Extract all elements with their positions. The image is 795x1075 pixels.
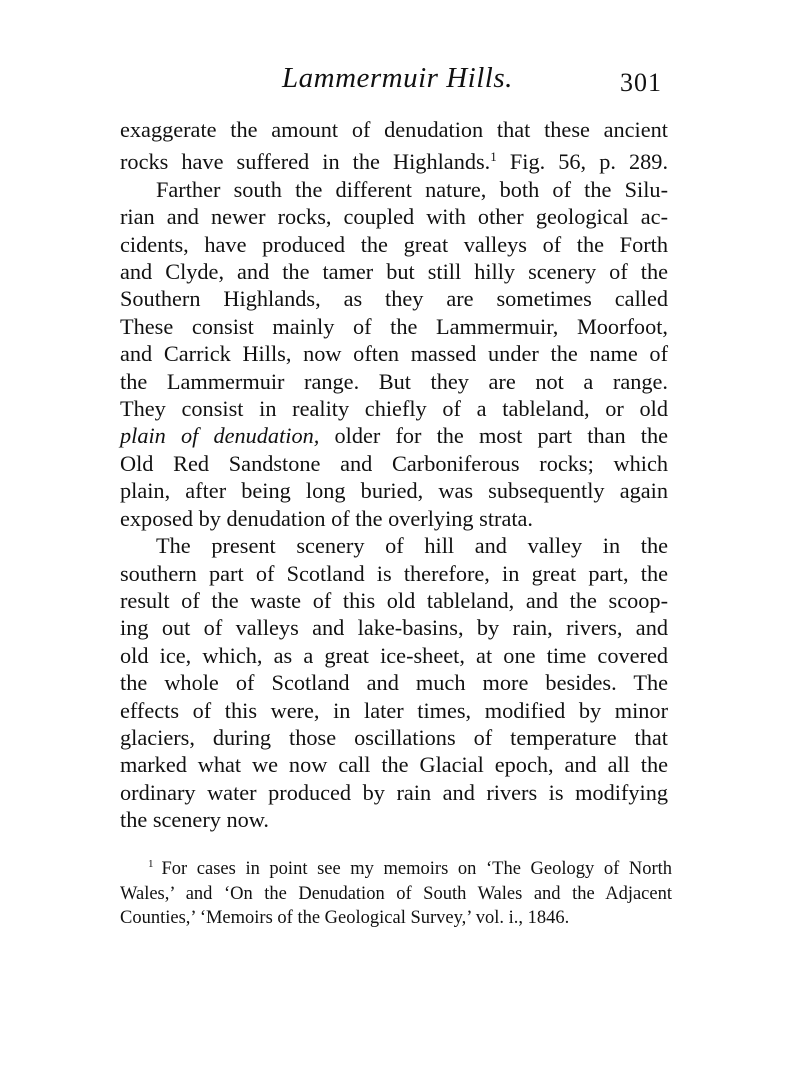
- text-line: southern part of Scotland is therefore, in great part, the: [120, 560, 668, 586]
- italic-term: plain of denudation,: [120, 423, 320, 449]
- text-line: They consist in reality chiefly of a tableland, or old: [120, 396, 668, 422]
- text-line: result of the waste of this old tableland, and the scoop-: [120, 587, 668, 613]
- text-line: These consist mainly of the Lammermuir, Moorfoot,: [120, 313, 668, 339]
- text-line: effects of this were, in later times, modified by minor: [120, 697, 668, 723]
- text-line: the Lammermuir range. But they are not a range.: [120, 368, 668, 394]
- footnote-reference: 1: [490, 149, 497, 165]
- paragraph-3: [120, 532, 668, 833]
- text-line: and Clyde, and the tamer but still hilly scenery of the: [120, 259, 668, 285]
- footnote-line: Wales,’ and ‘On the Denudation of South Wales and the Adjacent: [120, 883, 672, 904]
- text-line: plain, after being long buried, was subsequently again: [120, 478, 668, 504]
- text-line: ing out of valleys and lake-basins, by rain, rivers, and: [120, 615, 668, 641]
- footnote: [120, 852, 672, 931]
- text-line: Farther south the different nature, both of the Silu-: [156, 176, 668, 202]
- text-fragment: For cases in point see my memoirs on ‘The Geology of North: [161, 859, 672, 879]
- page-number: 301: [620, 68, 662, 97]
- figure-reference: Fig. 56, p. 289.: [509, 149, 669, 175]
- text-line: marked what we now call the Glacial epoch, and all the: [120, 752, 668, 778]
- running-title: Lammermuir Hills.: [282, 62, 513, 94]
- text-line: Old Red Sandstone and Carboniferous rocks; which: [120, 450, 668, 476]
- text-line: and Carrick Hills, now often massed under the name of: [120, 341, 668, 367]
- text-line: exaggerate the amount of denudation that these ancient: [120, 117, 668, 142]
- footnote-line: [120, 852, 672, 882]
- text-line: [120, 143, 668, 175]
- text-line: Southern Highlands, as they are sometimes called: [120, 286, 668, 312]
- footnote-mark: 1: [148, 858, 154, 870]
- text-line: the scenery now.: [120, 807, 270, 833]
- text-fragment: rocks have suffered in the Highlands.: [120, 149, 491, 175]
- text-line: ordinary water produced by rain and rivers is modifying: [120, 779, 668, 805]
- text-line: rian and newer rocks, coupled with other geological ac-: [120, 204, 668, 230]
- running-head: [120, 62, 668, 102]
- paragraph-1: [120, 116, 668, 176]
- text-line: exposed by denudation of the overlying strata.: [120, 505, 534, 531]
- text-line: glaciers, during those oscillations of temperature that: [120, 724, 668, 750]
- text-fragment: older for the most part than the: [334, 423, 669, 449]
- paragraph-2: [120, 176, 668, 532]
- text-line: old ice, which, as a great ice-sheet, at one time covered: [120, 642, 668, 668]
- text-line: the whole of Scotland and much more besides. The: [120, 670, 668, 696]
- body-text: [120, 116, 668, 834]
- text-line: cidents, have produced the great valleys of the Forth: [120, 231, 668, 257]
- text-line: The present scenery of hill and valley in the: [156, 533, 668, 559]
- footnote-line: Counties,’ ‘Memoirs of the Geological Survey,’ vol. i., 1846.: [120, 908, 570, 929]
- text-line: [120, 422, 668, 449]
